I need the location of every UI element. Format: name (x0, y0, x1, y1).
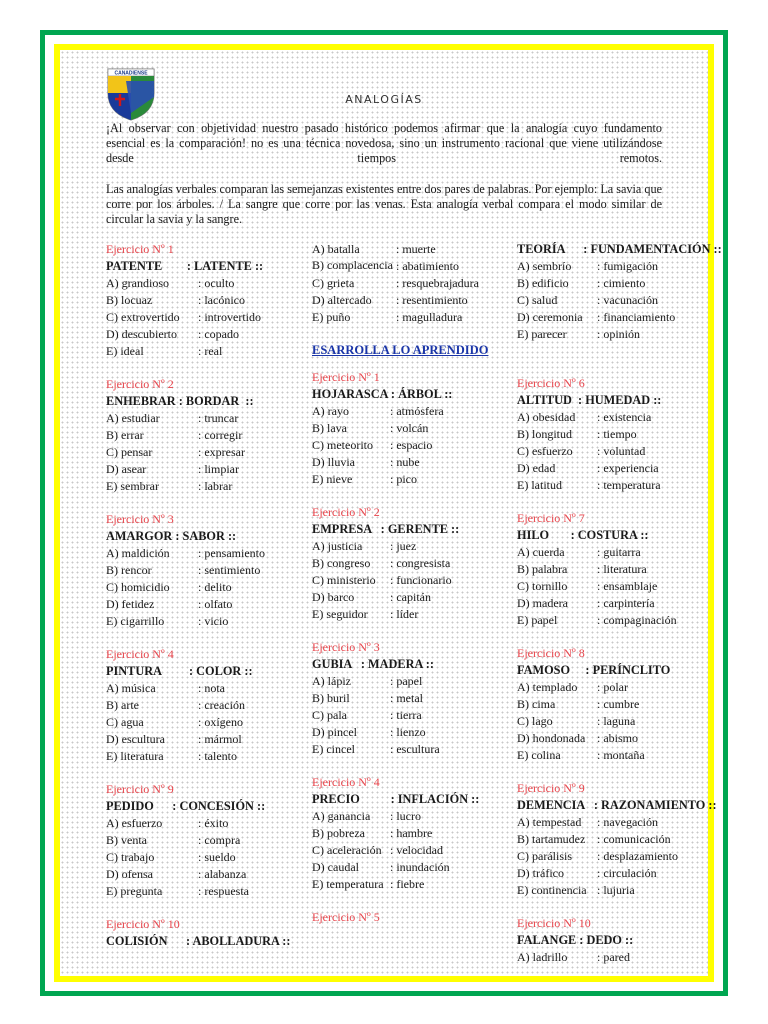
exercise-head: EMPRESA : GERENTE :: (312, 522, 460, 536)
option-right: : alabanza (198, 867, 247, 881)
option-right: : cimiento (597, 276, 646, 290)
option-left: E) continencia (517, 883, 587, 897)
exercise-head: TEORÍA : FUNDAMENTACIÓN :: (517, 242, 722, 256)
exercise-head: FAMOSO : PERÍNCLITO (517, 663, 671, 677)
option-row (517, 882, 732, 899)
option-right: : congresista (390, 556, 451, 570)
option-row (312, 859, 512, 876)
exercise-title: Ejercicio Nº 3 (106, 512, 174, 526)
option-row (517, 612, 732, 629)
option-left: C) agua (106, 715, 144, 729)
option-left: B) locuaz (106, 293, 153, 307)
spacer (312, 893, 512, 909)
option-left: A) tempestad (517, 815, 582, 829)
option-right: : real (198, 344, 223, 358)
intro1-word-tiempos: tiempos (357, 151, 397, 165)
option-right: : literatura (597, 562, 647, 576)
option-right: : introvertido (198, 310, 261, 324)
option-row (106, 461, 306, 478)
option-left: A) batalla (312, 242, 360, 256)
option-right: : montaña (597, 748, 645, 762)
option-right: : laguna (597, 714, 636, 728)
exercise-head: COLISIÓN : ABOLLADURA :: (106, 934, 291, 948)
option-left: A) estudiar (106, 411, 160, 425)
option-left: C) aceleración (312, 843, 382, 857)
option-left: D) asear (106, 462, 147, 476)
option-left: B) cima (517, 697, 556, 711)
option-row (517, 443, 732, 460)
exercise-title: Ejercicio Nº 3 (312, 640, 380, 654)
logo-text: CANADIENSE (114, 70, 148, 77)
spacer (517, 359, 732, 375)
option-left: A) templado (517, 680, 578, 694)
exercise-head: FALANGE : DEDO :: (517, 933, 634, 947)
option-right: : expresar (198, 445, 245, 459)
option-right: : nube (390, 455, 420, 469)
option-row (517, 595, 732, 612)
option-right: : copado (198, 327, 239, 341)
intro1-line-1: ¡Al observar con objetividad nuestro pasado histórico podemos afirmar que la analogía cuyo fundamento (106, 121, 662, 135)
option-right: : atmósfera (390, 404, 444, 418)
option-row (312, 741, 512, 758)
option-left: B) longitud (517, 427, 573, 441)
option-row (312, 275, 512, 292)
spacer (517, 343, 732, 359)
option-right: : inundación (390, 860, 450, 874)
option-right: : hambre (390, 826, 433, 840)
option-row (517, 949, 732, 966)
option-right: : pico (390, 472, 417, 486)
exercise-head: HILO : COSTURA :: (517, 528, 649, 542)
option-row (312, 673, 512, 690)
option-left: E) temperatura (312, 877, 384, 891)
option-right: : éxito (198, 816, 229, 830)
exercise-title: Ejercicio Nº 1 (106, 242, 174, 256)
option-row (517, 865, 732, 882)
option-row (106, 326, 306, 343)
option-right: : temperatura (597, 478, 661, 492)
option-right: : guitarra (597, 545, 641, 559)
option-row (517, 848, 732, 865)
column-2 (312, 241, 512, 926)
option-left: B) pobreza (312, 826, 365, 840)
option-row (312, 707, 512, 724)
exercise-title: Ejercicio Nº 9 (106, 782, 174, 796)
option-row (106, 562, 306, 579)
option-left: E) cincel (312, 742, 355, 756)
exercise-head: PINTURA : COLOR :: (106, 664, 253, 678)
option-row (517, 696, 732, 713)
option-left: C) tornillo (517, 579, 568, 593)
spacer (312, 758, 512, 774)
option-left: B) arte (106, 698, 139, 712)
option-row (312, 437, 512, 454)
option-left: C) pala (312, 708, 347, 722)
option-row (517, 747, 732, 764)
option-right: : lacónico (198, 293, 245, 307)
option-left: C) esfuerzo (517, 444, 573, 458)
option-right: : tierra (390, 708, 422, 722)
intro1-line-2: esencial es la comparación! no es una técnica novedosa, sino un instrumento racional que viene utilizándose (106, 136, 662, 150)
option-right: : metal (390, 691, 423, 705)
option-row (312, 471, 512, 488)
option-row (517, 309, 732, 326)
option-right: : abismo (597, 731, 638, 745)
option-left: D) fetidez (106, 597, 155, 611)
option-right: : cumbre (597, 697, 640, 711)
option-row (312, 825, 512, 842)
option-left: A) grandioso (106, 276, 169, 290)
option-row (106, 596, 306, 613)
option-row (106, 697, 306, 714)
option-row (312, 555, 512, 572)
exercise-head: ALTITUD : HUMEDAD :: (517, 393, 662, 407)
option-row (106, 613, 306, 630)
option-right: : desplazamiento (597, 849, 678, 863)
option-right: : funcionario (390, 573, 452, 587)
option-right: : financiamiento (597, 310, 676, 324)
option-left: D) caudal (312, 860, 359, 874)
option-row (106, 866, 306, 883)
option-right: : fiebre (390, 877, 425, 891)
option-left: D) barco (312, 590, 355, 604)
option-left: A) esfuerzo (106, 816, 163, 830)
option-left: E) latitud (517, 478, 562, 492)
exercise-title: Ejercicio Nº 2 (106, 377, 174, 391)
option-row (517, 426, 732, 443)
option-left: E) seguidor (312, 607, 368, 621)
exercise-title: Ejercicio Nº 10 (517, 916, 591, 930)
option-right: : lujuria (597, 883, 635, 897)
option-right: : espacio (390, 438, 433, 452)
option-row (517, 409, 732, 426)
option-left: D) hondonada (517, 731, 586, 745)
spacer (517, 494, 732, 510)
intro1-word-desde: desde (106, 151, 134, 165)
option-right: : compra (198, 833, 241, 847)
option-right: : limpiar (198, 462, 239, 476)
option-left: E) literatura (106, 749, 164, 763)
exercise-head: ENHEBRAR : BORDAR :: (106, 394, 254, 408)
option-right: : existencia (597, 410, 652, 424)
option-row (106, 309, 306, 326)
option-right: : juez (390, 539, 417, 553)
exercise-head: PEDIDO : CONCESIÓN :: (106, 799, 266, 813)
spacer (106, 630, 306, 646)
option-left: A) rayo (312, 404, 349, 418)
option-row (312, 258, 512, 275)
intro-paragraph-2: Las analogías verbales comparan las semejanzas existentes entre dos pares de palabras. Por ejemplo: La savia que corre por los árboles. / La sangre que corre por las venas. Esta analogía verbal compara el modo similar de circular la savia y la sangre. (106, 182, 662, 226)
option-right: : fumigación (597, 259, 658, 273)
spacer (517, 899, 732, 915)
option-row (517, 730, 732, 747)
option-row (312, 724, 512, 741)
option-row (106, 714, 306, 731)
option-right: : ensamblaje (597, 579, 658, 593)
exercise-head: HOJARASCA : ÁRBOL :: (312, 387, 453, 401)
option-row (517, 679, 732, 696)
option-row (517, 814, 732, 831)
option-right: : pared (597, 950, 630, 964)
option-row (106, 545, 306, 562)
exercise-title: Ejercicio Nº 6 (517, 376, 585, 390)
option-row (517, 713, 732, 730)
section-subtitle: ESARROLLA LO APRENDIDO (312, 343, 489, 357)
option-left: D) lluvia (312, 455, 355, 469)
option-right: : truncar (198, 411, 239, 425)
spacer (517, 629, 732, 645)
intro1-line-3 (106, 151, 662, 166)
option-left: E) papel (517, 613, 558, 627)
option-right: : circulación (597, 866, 657, 880)
option-row (312, 572, 512, 589)
option-right: : creación (198, 698, 245, 712)
exercise-title: Ejercicio Nº 5 (312, 910, 380, 924)
exercise-head: PRECIO : INFLACIÓN :: (312, 792, 480, 806)
option-row (106, 343, 306, 360)
exercise-title: Ejercicio Nº 8 (517, 646, 585, 660)
option-left: B) venta (106, 833, 147, 847)
option-right: : lucro (390, 809, 421, 823)
option-left: D) edad (517, 461, 556, 475)
option-left: C) meteorito (312, 438, 373, 452)
option-row (312, 420, 512, 437)
exercise-head: AMARGOR : SABOR :: (106, 529, 237, 543)
option-right: : oculto (198, 276, 235, 290)
option-left: C) ministerio (312, 573, 376, 587)
option-left: A) justicia (312, 539, 363, 553)
option-right: : voluntad (597, 444, 646, 458)
option-right: : oxígeno (198, 715, 243, 729)
option-row (106, 427, 306, 444)
option-right: : tiempo (597, 427, 637, 441)
option-row (517, 477, 732, 494)
option-row (106, 731, 306, 748)
option-row (517, 561, 732, 578)
option-row (312, 690, 512, 707)
option-row (312, 842, 512, 859)
spacer (106, 765, 306, 781)
option-row (312, 538, 512, 555)
option-right: : abatimiento (396, 259, 459, 273)
option-right: : comunicación (597, 832, 671, 846)
option-left: A) obesidad (517, 410, 576, 424)
spacer (517, 764, 732, 780)
option-row (106, 849, 306, 866)
option-left: E) ideal (106, 344, 144, 358)
option-left: C) pensar (106, 445, 153, 459)
option-left: A) sembrío (517, 259, 572, 273)
exercise-title: Ejercicio Nº 1 (312, 370, 380, 384)
option-left: C) trabajo (106, 850, 155, 864)
option-left: E) parecer (517, 327, 567, 341)
option-row (106, 275, 306, 292)
option-row (312, 292, 512, 309)
option-row (106, 680, 306, 697)
option-right: : vacunación (597, 293, 658, 307)
option-row (106, 478, 306, 495)
option-left: D) ofensa (106, 867, 153, 881)
option-left: C) extrovertido (106, 310, 180, 324)
exercise-head: GUBIA : MADERA :: (312, 657, 434, 671)
option-row (106, 883, 306, 900)
option-right: : vicio (198, 614, 229, 628)
option-row (517, 258, 732, 275)
option-row (517, 544, 732, 561)
option-right: : polar (597, 680, 628, 694)
option-right: : lienzo (390, 725, 426, 739)
spacer (312, 488, 512, 504)
option-right: : labrar (198, 479, 233, 493)
option-left: B) rencor (106, 563, 152, 577)
option-right: : opinión (597, 327, 641, 341)
option-left: A) ganancia (312, 809, 371, 823)
option-right: : olfato (198, 597, 233, 611)
option-row (517, 275, 732, 292)
option-left: D) tráfico (517, 866, 564, 880)
option-left: B) tartamudez (517, 832, 586, 846)
intro1-word-remotos: remotos. (619, 151, 662, 165)
option-right: : resentimiento (396, 293, 468, 307)
option-row (106, 292, 306, 309)
option-row (106, 748, 306, 765)
exercise-title: Ejercicio Nº 2 (312, 505, 380, 519)
option-row (312, 454, 512, 471)
option-left: D) altercado (312, 293, 372, 307)
option-left: C) lago (517, 714, 553, 728)
intro-paragraph-1 (106, 121, 662, 166)
exercise-title: Ejercicio Nº 9 (517, 781, 585, 795)
option-row (106, 832, 306, 849)
option-right: : magulladura (396, 310, 463, 324)
spacer (312, 623, 512, 639)
option-row (312, 808, 512, 825)
option-right: : resquebrajadura (396, 276, 479, 290)
option-left: D) pincel (312, 725, 357, 739)
option-right: : delito (198, 580, 232, 594)
column-3 (517, 241, 732, 966)
option-row (106, 444, 306, 461)
option-right: : escultura (390, 742, 440, 756)
option-right: : nota (198, 681, 225, 695)
option-left: A) lápiz (312, 674, 351, 688)
option-left: B) errar (106, 428, 144, 442)
option-row (517, 326, 732, 343)
option-left: B) complacencia (312, 258, 393, 272)
option-row (106, 815, 306, 832)
option-left: E) sembrar (106, 479, 159, 493)
exercise-title: Ejercicio Nº 4 (106, 647, 174, 661)
exercise-head: PATENTE : LATENTE :: (106, 259, 264, 273)
option-left: A) ladrillo (517, 950, 568, 964)
option-left: B) congreso (312, 556, 371, 570)
spacer (106, 900, 306, 916)
option-left: C) grieta (312, 276, 355, 290)
option-left: C) salud (517, 293, 558, 307)
option-row (517, 831, 732, 848)
option-row (312, 589, 512, 606)
option-row (106, 579, 306, 596)
option-row (312, 309, 512, 326)
option-left: C) homicidio (106, 580, 170, 594)
option-left: D) madera (517, 596, 568, 610)
option-right: : corregir (198, 428, 243, 442)
option-right: : carpintería (597, 596, 655, 610)
exercise-title: Ejercicio Nº 4 (312, 775, 380, 789)
spacer (312, 326, 512, 342)
option-right: : sueldo (198, 850, 236, 864)
option-right: : navegación (597, 815, 658, 829)
option-left: C) parálisis (517, 849, 572, 863)
option-left: D) ceremonia (517, 310, 583, 324)
option-row (312, 876, 512, 893)
exercise-title: Ejercicio Nº 10 (106, 917, 180, 931)
option-left: E) pregunta (106, 884, 163, 898)
option-left: B) palabra (517, 562, 568, 576)
option-row (517, 460, 732, 477)
spacer (106, 495, 306, 511)
option-right: : papel (390, 674, 423, 688)
option-left: D) descubierto (106, 327, 177, 341)
option-left: A) cuerda (517, 545, 565, 559)
option-right: : muerte (396, 242, 436, 256)
option-left: B) lava (312, 421, 347, 435)
option-row (312, 403, 512, 420)
option-right: : experiencia (597, 461, 659, 475)
option-right: : volcán (390, 421, 429, 435)
option-right: : sentimiento (198, 563, 261, 577)
option-right: : mármol (198, 732, 242, 746)
option-left: A) música (106, 681, 156, 695)
option-left: E) colina (517, 748, 561, 762)
option-right: : capitán (390, 590, 431, 604)
option-row (106, 410, 306, 427)
exercise-head: DEMENCIA : RAZONAMIENTO :: (517, 798, 717, 812)
option-right: : compaginación (597, 613, 677, 627)
option-left: B) buril (312, 691, 350, 705)
option-row (517, 292, 732, 309)
option-left: B) edificio (517, 276, 569, 290)
page-title: ANALOGÍAS (345, 93, 423, 106)
spacer (106, 360, 306, 376)
exercise-title: Ejercicio Nº 7 (517, 511, 585, 525)
option-right: : pensamiento (198, 546, 265, 560)
option-row (312, 241, 512, 258)
option-left: A) maldición (106, 546, 170, 560)
option-left: E) puño (312, 310, 351, 324)
option-left: E) nieve (312, 472, 353, 486)
option-left: E) cigarrillo (106, 614, 165, 628)
option-right: : velocidad (390, 843, 443, 857)
spacer (312, 359, 512, 369)
column-1 (106, 241, 306, 950)
option-row (517, 578, 732, 595)
option-left: D) escultura (106, 732, 165, 746)
option-row (312, 606, 512, 623)
option-right: : líder (390, 607, 419, 621)
canadiense-shield-logo (106, 63, 156, 121)
option-right: : talento (198, 749, 237, 763)
option-right: : respuesta (198, 884, 249, 898)
